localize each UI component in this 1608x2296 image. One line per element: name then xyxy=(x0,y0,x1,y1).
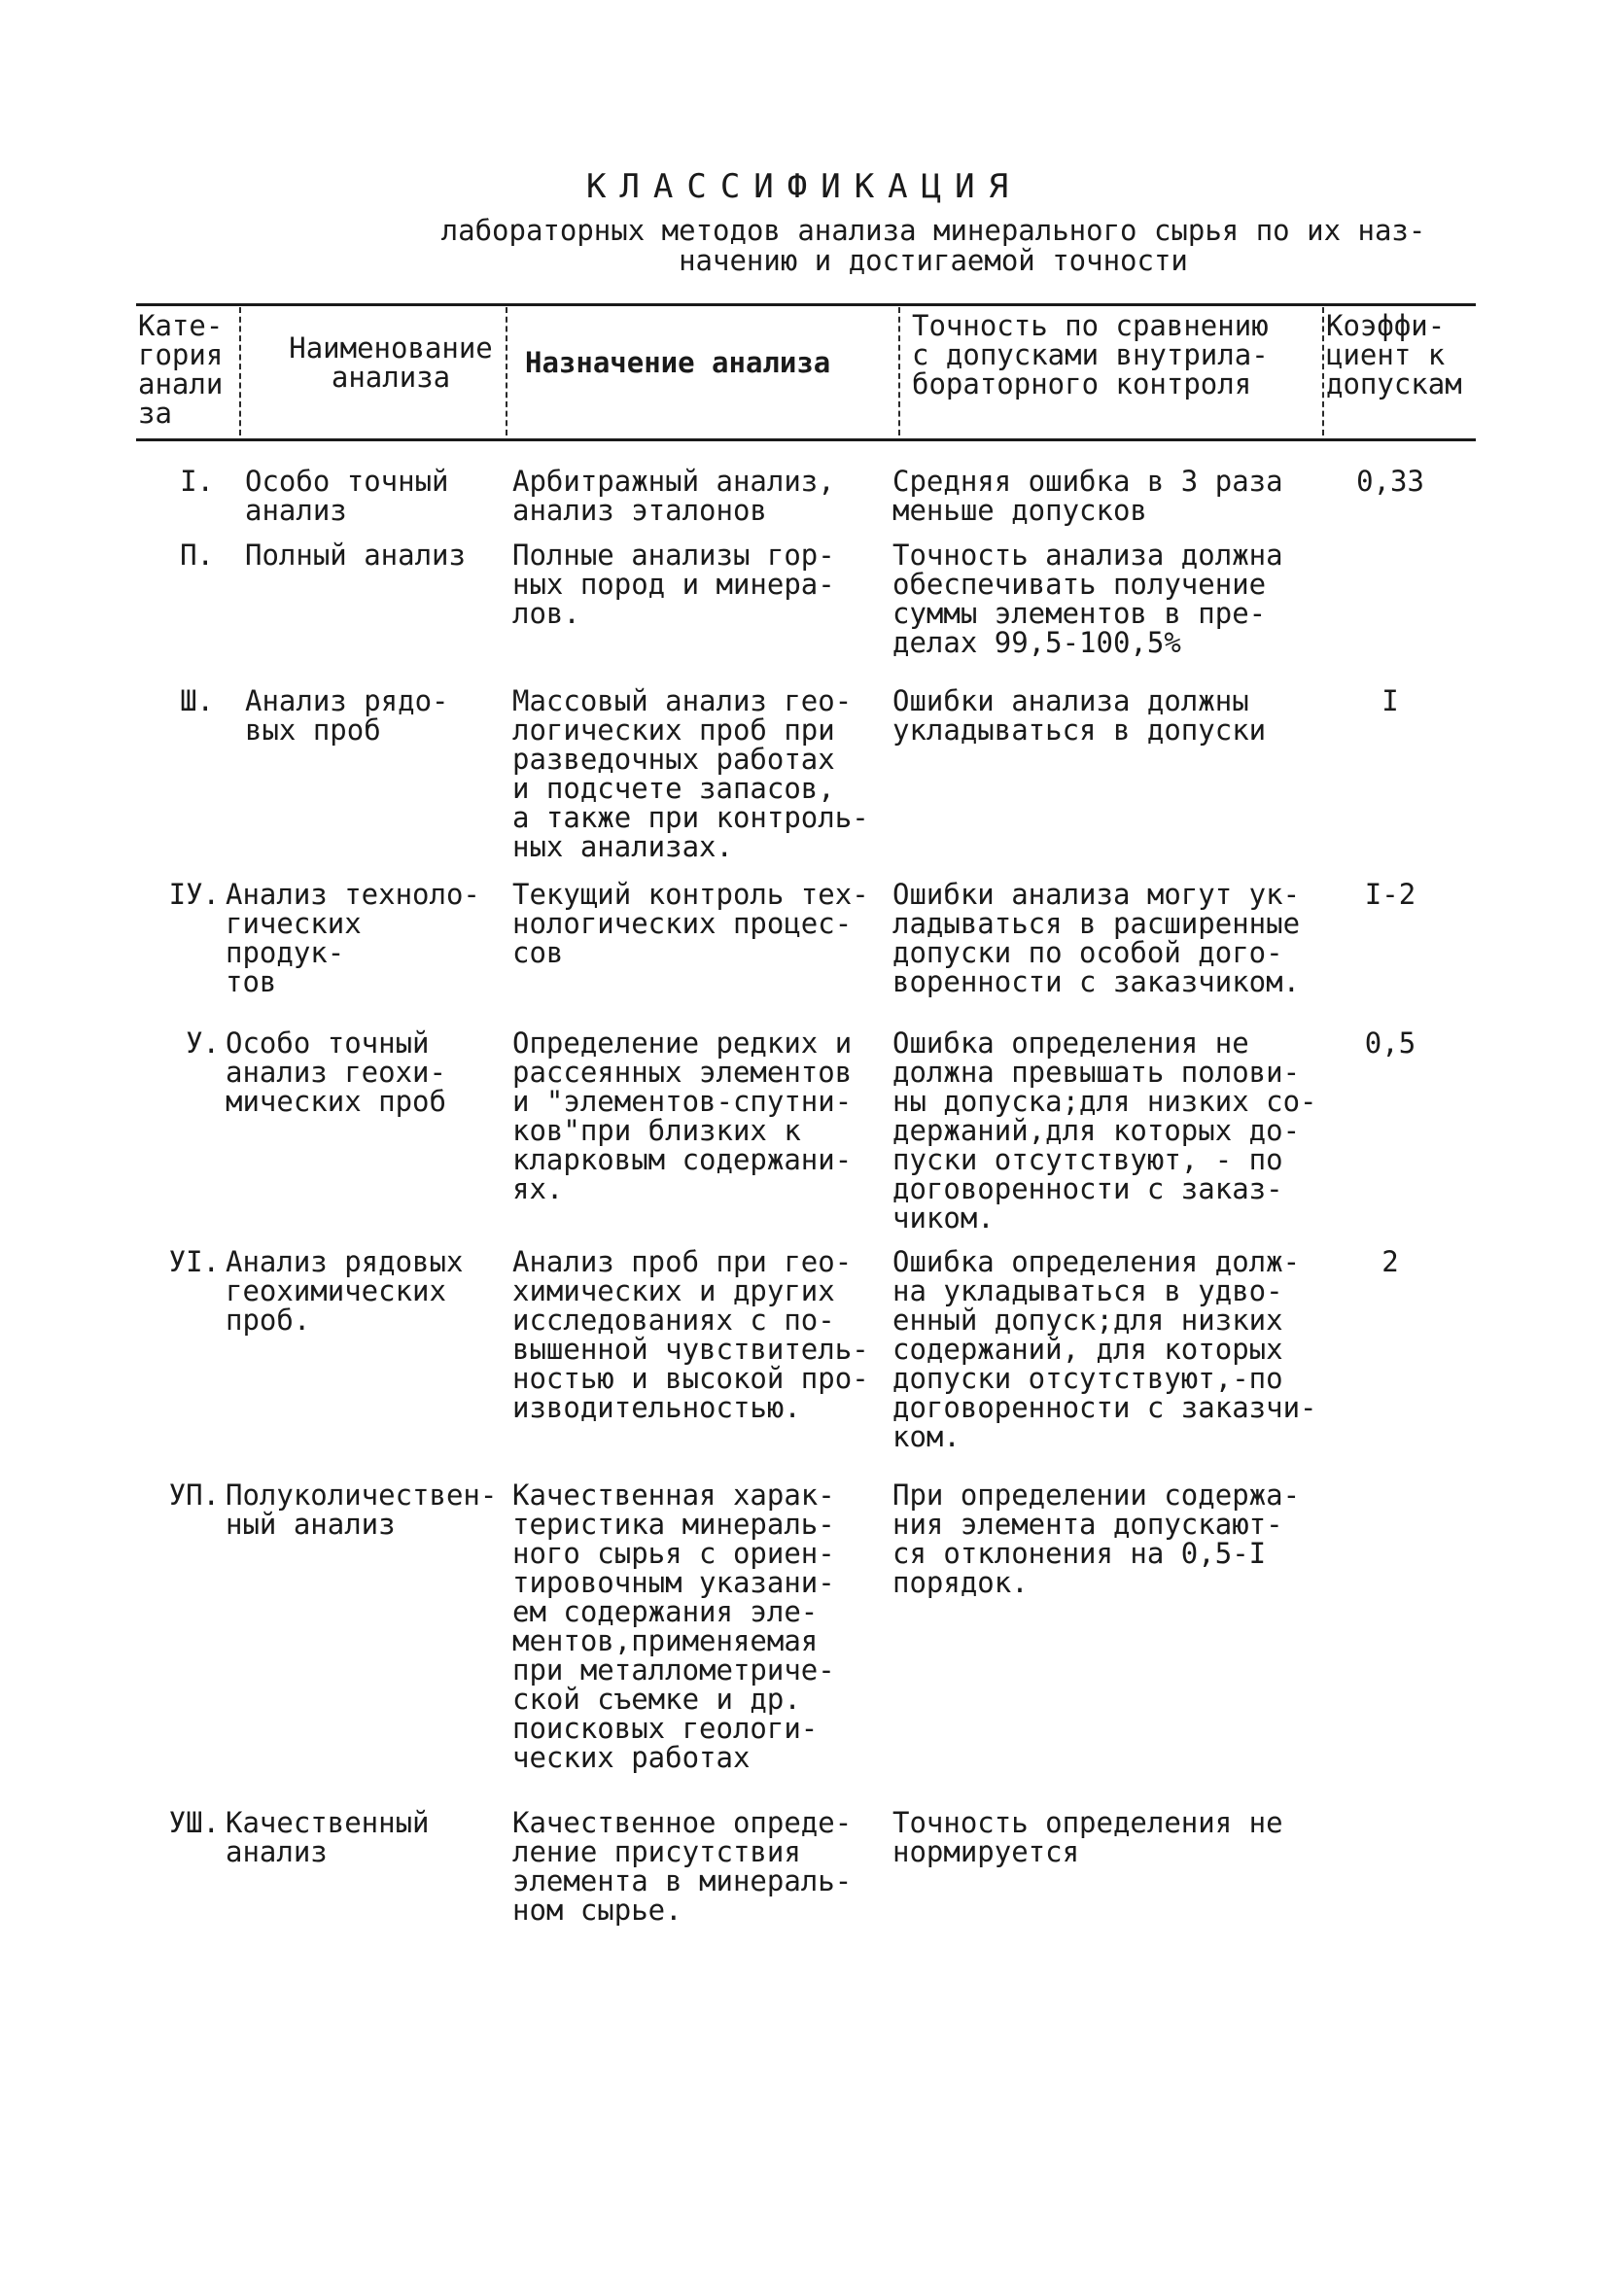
header-divider xyxy=(898,307,900,435)
tolerance-coefficient: 0,33 xyxy=(1356,465,1424,498)
category-number: УI. xyxy=(168,1245,220,1278)
tolerance-coefficient: 2 xyxy=(1381,1245,1399,1278)
analysis-accuracy: Точность анализа должна обеспечивать получение суммы элементов в пре- делах 99,5-100,5% xyxy=(892,539,1283,659)
analysis-name: Анализ техноло- гических продук- тов xyxy=(226,878,480,998)
analysis-name: Полуколичествен- ный анализ xyxy=(226,1478,498,1541)
analysis-accuracy: Ошибки анализа должны укладываться в допуски xyxy=(892,684,1267,747)
analysis-name: Качественный анализ xyxy=(226,1806,430,1868)
category-number: УШ. xyxy=(168,1806,220,1839)
header-divider xyxy=(506,307,507,435)
category-number: I. xyxy=(180,465,214,498)
header-coefficient: Коэффи- циент к допускам xyxy=(1326,309,1462,400)
analysis-purpose: Массовый анализ гео- логических проб при разведочных работах и подсчете запасов, а также при контроль- ных анализах. xyxy=(512,684,869,863)
document-subtitle: лабораторных методов анализа минерального сырья по их наз- начению и достигаемой точности xyxy=(440,214,1426,277)
header-accuracy: Точность по сравнению с допусками внутрила- бораторного контроля xyxy=(912,309,1269,400)
analysis-purpose: Текущий контроль тех- нологических процес- сов xyxy=(512,878,869,969)
header-purpose: Назначение анализа xyxy=(525,346,831,379)
table-top-rule xyxy=(136,303,1476,306)
analysis-accuracy: Ошибки анализа могут ук- ладываться в расширенные допуски по особой дого- воренности с заказчиком. xyxy=(892,878,1301,998)
category-number: П. xyxy=(180,539,214,572)
tolerance-coefficient: I-2 xyxy=(1364,878,1416,911)
analysis-purpose: Арбитражный анализ, анализ эталонов xyxy=(512,465,835,527)
category-number: IУ. xyxy=(168,878,220,911)
table-header-rule xyxy=(136,438,1476,441)
analysis-accuracy: При определении содержа- ния элемента допускают- ся отклонения на 0,5-I порядок. xyxy=(892,1478,1301,1599)
analysis-name: Особо точный анализ xyxy=(245,465,449,527)
tolerance-coefficient: I xyxy=(1381,684,1399,717)
header-divider xyxy=(1322,307,1324,435)
header-category: Кате- гория анали за xyxy=(138,309,224,430)
analysis-name: Особо точный анализ геохи- мических проб xyxy=(226,1026,446,1118)
analysis-purpose: Полные анализы гор- ных пород и минера- лов. xyxy=(512,539,835,630)
analysis-accuracy: Ошибка определения долж- на укладываться в удво- енный допуск;для низких содержаний, для которых допуски отсутствуют,-по договоренности с заказчи- ком. xyxy=(892,1245,1317,1453)
category-number: УП. xyxy=(168,1478,220,1512)
category-number: У. xyxy=(186,1026,220,1060)
category-number: Ш. xyxy=(180,684,214,717)
analysis-name: Анализ рядо- вых проб xyxy=(245,684,449,747)
analysis-purpose: Качественная харак- теристика минераль- ного сырья с ориен- тировочным указани- ем содержания эле- ментов,применяемая при металлометриче- ской съемке и др. поисковых геологи- ческих работах xyxy=(512,1478,835,1774)
tolerance-coefficient: 0,5 xyxy=(1364,1026,1416,1060)
analysis-purpose: Качественное опреде- ление присутствия элемента в минераль- ном сырье. xyxy=(512,1806,853,1927)
analysis-accuracy: Средняя ошибка в 3 раза меньше допусков xyxy=(892,465,1283,527)
analysis-name: Полный анализ xyxy=(245,539,466,572)
analysis-purpose: Анализ проб при гео- химических и других исследованиях с по- вышенной чувствитель- ностью и высокой про- изводительностью. xyxy=(512,1245,869,1424)
analysis-accuracy: Ошибка определения не должна превышать полови- ны допуска;для низких со- держаний,для которых до- пуски отсутствуют, - по договоренности с заказ- чиком. xyxy=(892,1026,1317,1235)
analysis-purpose: Определение редких и рассеянных элементов и "элементов-спутни- ков"при близких к кларковым содержани- ях. xyxy=(512,1026,853,1205)
document-title: КЛАССИФИКАЦИЯ xyxy=(585,167,1023,206)
header-name: Наименование анализа xyxy=(289,331,493,394)
analysis-name: Анализ рядовых геохимических проб. xyxy=(226,1245,464,1337)
analysis-accuracy: Точность определения не нормируется xyxy=(892,1806,1283,1868)
header-divider xyxy=(239,307,241,435)
